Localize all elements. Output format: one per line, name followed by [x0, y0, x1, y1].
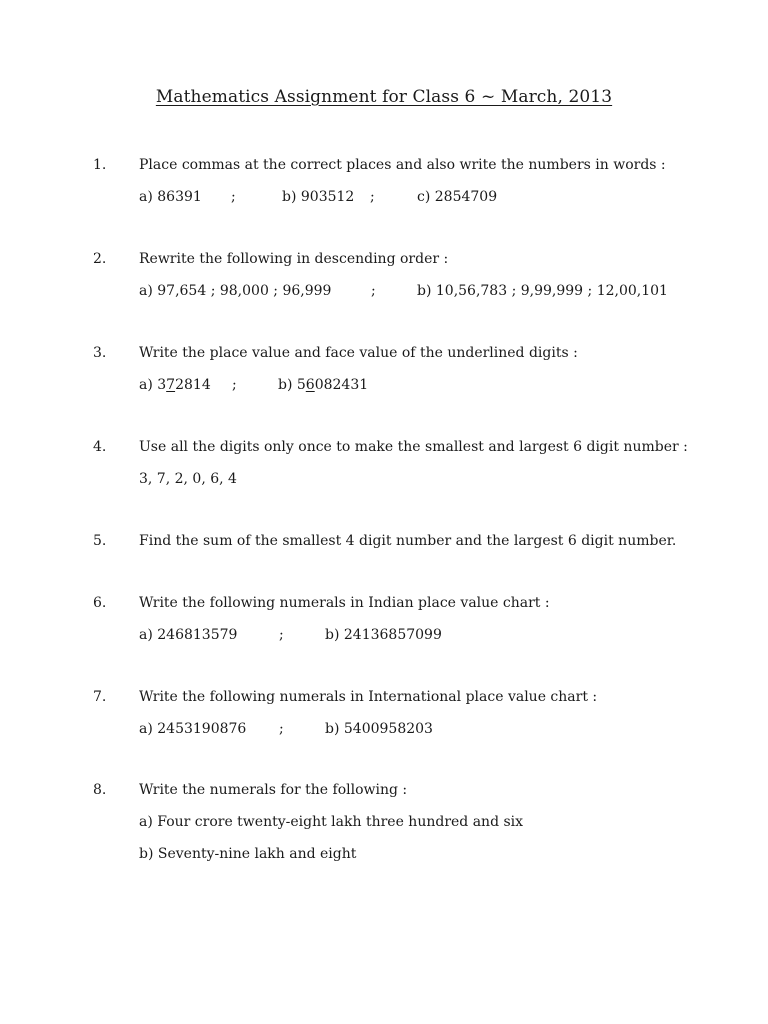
question-4-text: Use all the digits only once to make the smallest and largest 6 digit number : — [139, 439, 688, 455]
question-6-separator-1: ; — [279, 627, 284, 643]
question-6-part-b: b) 24136857099 — [325, 627, 442, 643]
question-7-part-b: b) 5400958203 — [325, 721, 433, 737]
question-7-number: 7. — [93, 689, 107, 705]
question-6-text: Write the following numerals in Indian place value chart : — [139, 595, 550, 611]
question-6-number: 6. — [93, 595, 107, 611]
question-3-part-a-prefix: a) 3 — [139, 377, 167, 393]
question-3-text: Write the place value and face value of the underlined digits : — [139, 345, 578, 361]
page-title: Mathematics Assignment for Class 6 ~ March, 2013 — [155, 87, 613, 107]
question-8-text: Write the numerals for the following : — [139, 782, 408, 798]
question-1-separator-2: ; — [370, 189, 375, 205]
question-2-part-a: a) 97,654 ; 98,000 ; 96,999 — [139, 283, 332, 299]
question-2-part-b: b) 10,56,783 ; 9,99,999 ; 12,00,101 — [417, 283, 668, 299]
question-1-number: 1. — [93, 157, 107, 173]
question-1-part-c: c) 2854709 — [417, 189, 498, 205]
question-6-part-a: a) 246813579 — [139, 627, 238, 643]
question-2-number: 2. — [93, 251, 107, 267]
question-1-part-b: b) 903512 — [282, 189, 355, 205]
question-5-text: Find the sum of the smallest 4 digit number and the largest 6 digit number. — [139, 533, 677, 549]
question-4-number: 4. — [93, 439, 107, 455]
question-3-separator-1: ; — [232, 377, 237, 393]
question-1-separator-1: ; — [231, 189, 236, 205]
question-1-part-a: a) 86391 — [139, 189, 202, 205]
question-5-number: 5. — [93, 533, 107, 549]
question-8-part-a: a) Four crore twenty-eight lakh three hundred and six — [139, 814, 524, 830]
question-3-part-b-prefix: b) 5 — [278, 377, 306, 393]
question-3-part-b — [278, 377, 368, 393]
question-7-separator-1: ; — [279, 721, 284, 737]
question-1-text: Place commas at the correct places and also write the numbers in words : — [139, 157, 666, 173]
question-3-part-a-underlined-digit: 7 — [166, 377, 176, 393]
question-3-part-b-suffix: 082431 — [314, 377, 369, 393]
question-7-part-a: a) 2453190876 — [139, 721, 247, 737]
question-3-number: 3. — [93, 345, 107, 361]
question-3-part-b-underlined-digit: 6 — [305, 377, 315, 393]
question-8-number: 8. — [93, 782, 107, 798]
question-4-digits: 3, 7, 2, 0, 6, 4 — [139, 471, 237, 487]
question-8-part-b: b) Seventy-nine lakh and eight — [139, 846, 357, 862]
question-7-text: Write the following numerals in International place value chart : — [139, 689, 598, 705]
question-3-part-a — [139, 377, 211, 393]
question-2-text: Rewrite the following in descending order : — [139, 251, 449, 267]
question-2-separator-1: ; — [371, 283, 376, 299]
question-3-part-a-suffix: 2814 — [175, 377, 211, 393]
